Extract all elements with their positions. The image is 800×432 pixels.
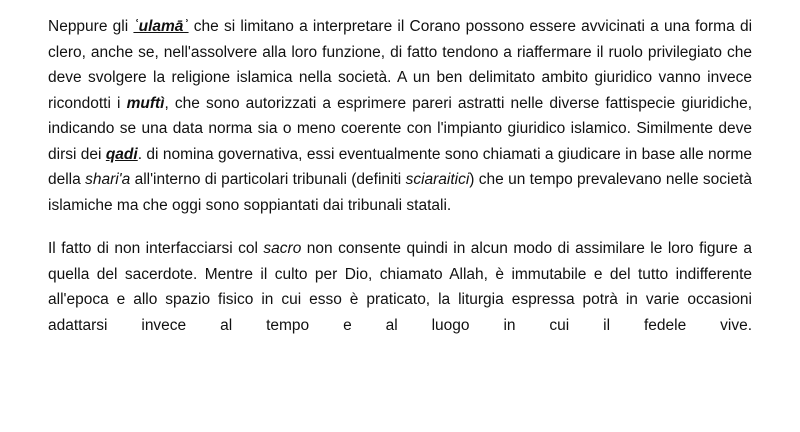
term-sciaraitici: sciaraitici: [405, 171, 470, 188]
text-run: Neppure gli: [48, 18, 134, 35]
text-run: . di nomina governativa, essi eventualmente sono chiamati a giudicare in base alle norme della: [48, 145, 752, 188]
term-sacro: sacro: [263, 240, 302, 257]
term-ulama: ʿulamāʾ: [133, 18, 189, 35]
term-mufti: muftì: [126, 94, 165, 112]
text-run: Il fatto di non interfacciarsi col: [48, 240, 264, 257]
paragraph-2: [48, 236, 752, 338]
document-page: [48, 14, 752, 338]
text-run: ) che un tempo prevalevano nelle società islamiche ma che oggi sono soppiantati dai tribunali statali.: [48, 171, 753, 214]
term-sharia: shari'a: [85, 171, 131, 188]
text-run: , che sono autorizzati a esprimere pareri astratti nelle diverse fattispecie giuridiche, indicando se una data norma sia o meno coerente con l'impianto giuridico islamico. Similmente deve dirsi dei: [48, 94, 753, 163]
text-run: non consente quindi in alcun modo di assimilare le loro figure a quella del sacerdote. Mentre il culto per Dio, chiamato Allah, è immutabile e del tutto indifferente all'epoca e allo spazio fisico in cui esso è praticato, la liturgia espressa potrà in varie occasioni adattarsi invece al tempo e al luogo in cui il fedele vive.: [48, 240, 752, 334]
text-run: all'interno di particolari tribunali (definiti: [130, 171, 406, 188]
paragraph-1: [48, 14, 752, 218]
term-qadi: qadi: [105, 145, 138, 163]
text-run: che si limitano a interpretare il Corano possono essere avvicinati a una forma di clero, anche se, nell'assolvere alla loro funzione, di fatto tendono a riaffermare il ruolo privilegiato che deve svolgere la religione islamica nella società. A un ben delimitato ambito giuridico vanno invece ricondotti i: [48, 18, 753, 112]
